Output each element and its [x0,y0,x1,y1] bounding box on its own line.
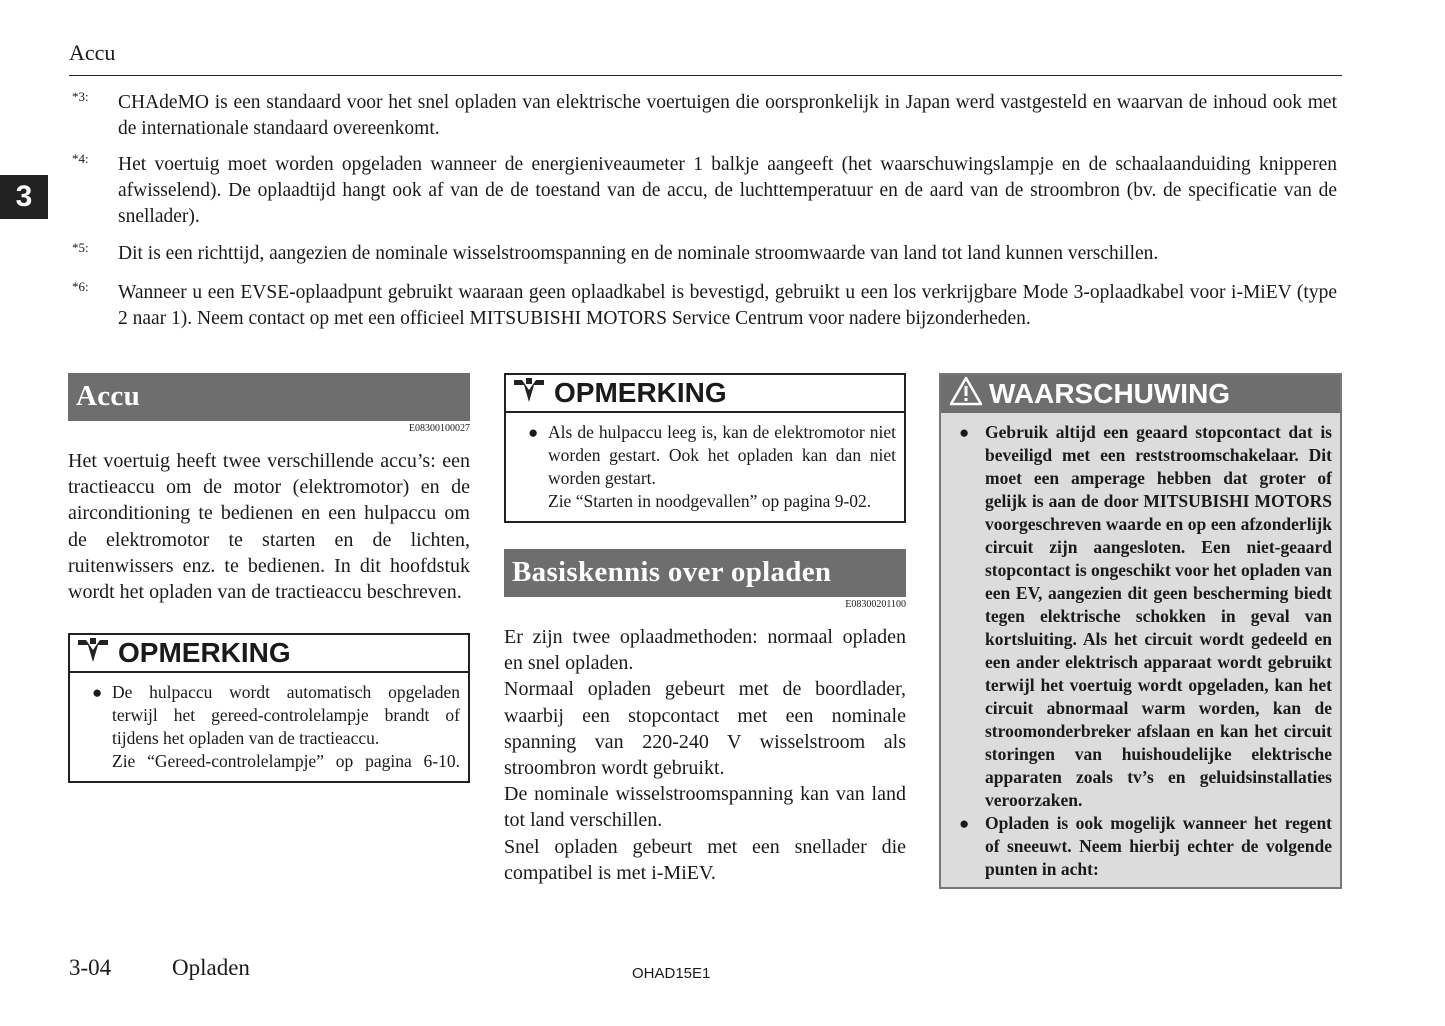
column-left [68,373,470,783]
footnote-text: CHAdeMO is een standaard voor het snel opladen van elektrische voertuigen die oorspronkelijk in Japan werd vastgesteld en waarvan de inhoud ook met de internationale standaard overeenkomt. [118,92,1337,139]
footnote-text: Dit is een richttijd, aangezien de nominale wisselstroomspanning en de nominale stroomwaarde van land tot land kunnen verschillen. [118,243,1159,264]
note-box-1 [68,633,470,783]
bullet-icon: ● [959,423,970,442]
note-box-2 [504,373,906,523]
section-title-basis: Basiskennis over opladen [504,549,906,597]
warning-triangle-icon [949,376,989,413]
note-text: Als de hulpaccu leeg is, kan de elektromotor niet worden gestart. Ook het opladen kan dan niet worden gestart. [548,422,896,488]
warning-box [939,373,1342,889]
accu-paragraph: Het voertuig heeft twee verschillende accu’s: een tractieaccu om de motor (elektromotor) en de airconditioning te bedienen en een hulpaccu om de elektromotor te starten en de lichten, ruitenwissers enz. te bedienen. In dit hoofdstuk wordt het opladen van de tractieaccu beschreven. [68,450,470,604]
note-header [70,635,468,673]
note-body [506,413,904,521]
bullet-icon: ● [528,423,539,442]
footnote-text: Het voertuig moet worden opgeladen wanneer de energieniveaumeter 1 balkje aangeeft (het waarschuwingslampje en de schaalaanduiding knipperen afwisselend). De oplaadtijd hangt ook af van de de toestand van de accu, de luchttemperatuur en de aard van de stroombron (bv. de specificatie van de snellader). [118,154,1337,227]
basis-paragraph: De nominale wisselstroomspanning kan van land tot land verschillen. [504,783,906,832]
column-middle [504,373,906,886]
chapter-tab: 3 [0,175,48,219]
running-header: Accu [69,40,116,65]
note-hand-icon [76,636,118,671]
footnote-text: Wanneer u een EVSE-oplaadpunt gebruikt waaraan geen oplaadkabel is bevestigd, gebruikt u een los verkrijgbare Mode 3-oplaadkabel voor i-MiEV (type 2 naar 1). Neem contact op met een officieel MITSUBISHI MOTORS Service Centrum voor nadere bijzonderheden. [118,282,1337,329]
note-item [528,421,896,513]
bullet-icon: ● [959,814,970,833]
warning-body [941,413,1340,887]
bullet-icon: ● [92,683,103,703]
warning-text: Gebruik altijd een geaard stopcontact dat is beveiligd met een reststroomschakelaar. Dit moet een amperage hebben dat groter of gelijk is aan de door MITSUBISHI MOTORS voorgeschreven waarde en op een afzonderlijk circuit zijn aangesloten. Een niet-geaard stopcontact is ongeschikt voor het opladen van een EV, aangezien dit geen bescherming biedt tegen elektrische schokken in geval van kortsluiting. Als het circuit wordt gedeeld en een ander elektrisch apparaat wordt gebruikt terwijl het voertuig wordt opgeladen, kan het circuit abnormaal warm worden, kan de stroomonderbreker afslaan en kan het circuit storingen van huishoudelijke elektrische apparaten zoals tv’s en geluidsinstallaties veroorzaken. [985,422,1332,810]
section-code: E08300201100 [845,599,906,610]
document-code: OHAD15E1 [632,965,711,982]
basis-paragraph: Snel opladen gebeurt met een snellader die compatibel is met i-MiEV. [504,835,906,884]
note-header [506,375,904,413]
section-code: E08300100027 [408,423,470,434]
warning-header [941,375,1340,413]
warning-item [959,421,1332,812]
basis-text [504,624,906,886]
footnote-mark: *5: [72,240,89,255]
note-text: De hulpaccu wordt automatisch opgeladen terwijl het gereed-controlelampje brandt of tijdens het opladen van de tractieaccu. [112,682,460,749]
basis-paragraph: Er zijn twee oplaadmethoden: normaal opladen en snel opladen. [504,626,906,675]
header-rule [69,75,1342,76]
note-title: OPMERKING [118,637,291,669]
footer-section-title: Opladen [172,955,250,980]
note-reference: Zie “Starten in noodgevallen” op pagina 9-02. [548,491,872,511]
note-body [70,673,468,781]
footnote-4 [72,152,1337,230]
note-reference: Zie “Gereed-controlelampje” op pagina 6-10. [112,751,460,772]
warning-title: WAARSCHUWING [989,378,1231,409]
footnote-mark: *6: [72,279,89,294]
footnote-6 [72,280,1337,332]
column-right [939,373,1342,889]
footnote-3 [72,90,1337,142]
footnote-mark: *4: [72,151,89,166]
note-hand-icon [512,376,554,411]
warning-item [959,812,1332,881]
footnote-mark: *3: [72,89,89,104]
note-title: OPMERKING [554,377,727,408]
warning-text: Opladen is ook mogelijk wanneer het regent of sneeuwt. Neem hierbij echter de volgende punten in acht: [985,813,1332,879]
footnote-5 [72,241,1337,267]
basis-paragraph: Normaal opladen gebeurt met de boordlader, waarbij een stopcontact met een nominale spanning van 220-240 V wisselstroom als stroombron wordt gebruikt. [504,678,906,780]
note-item [92,681,460,773]
page-number: 3-04 [69,955,112,980]
section-title-accu: Accu [68,373,470,421]
